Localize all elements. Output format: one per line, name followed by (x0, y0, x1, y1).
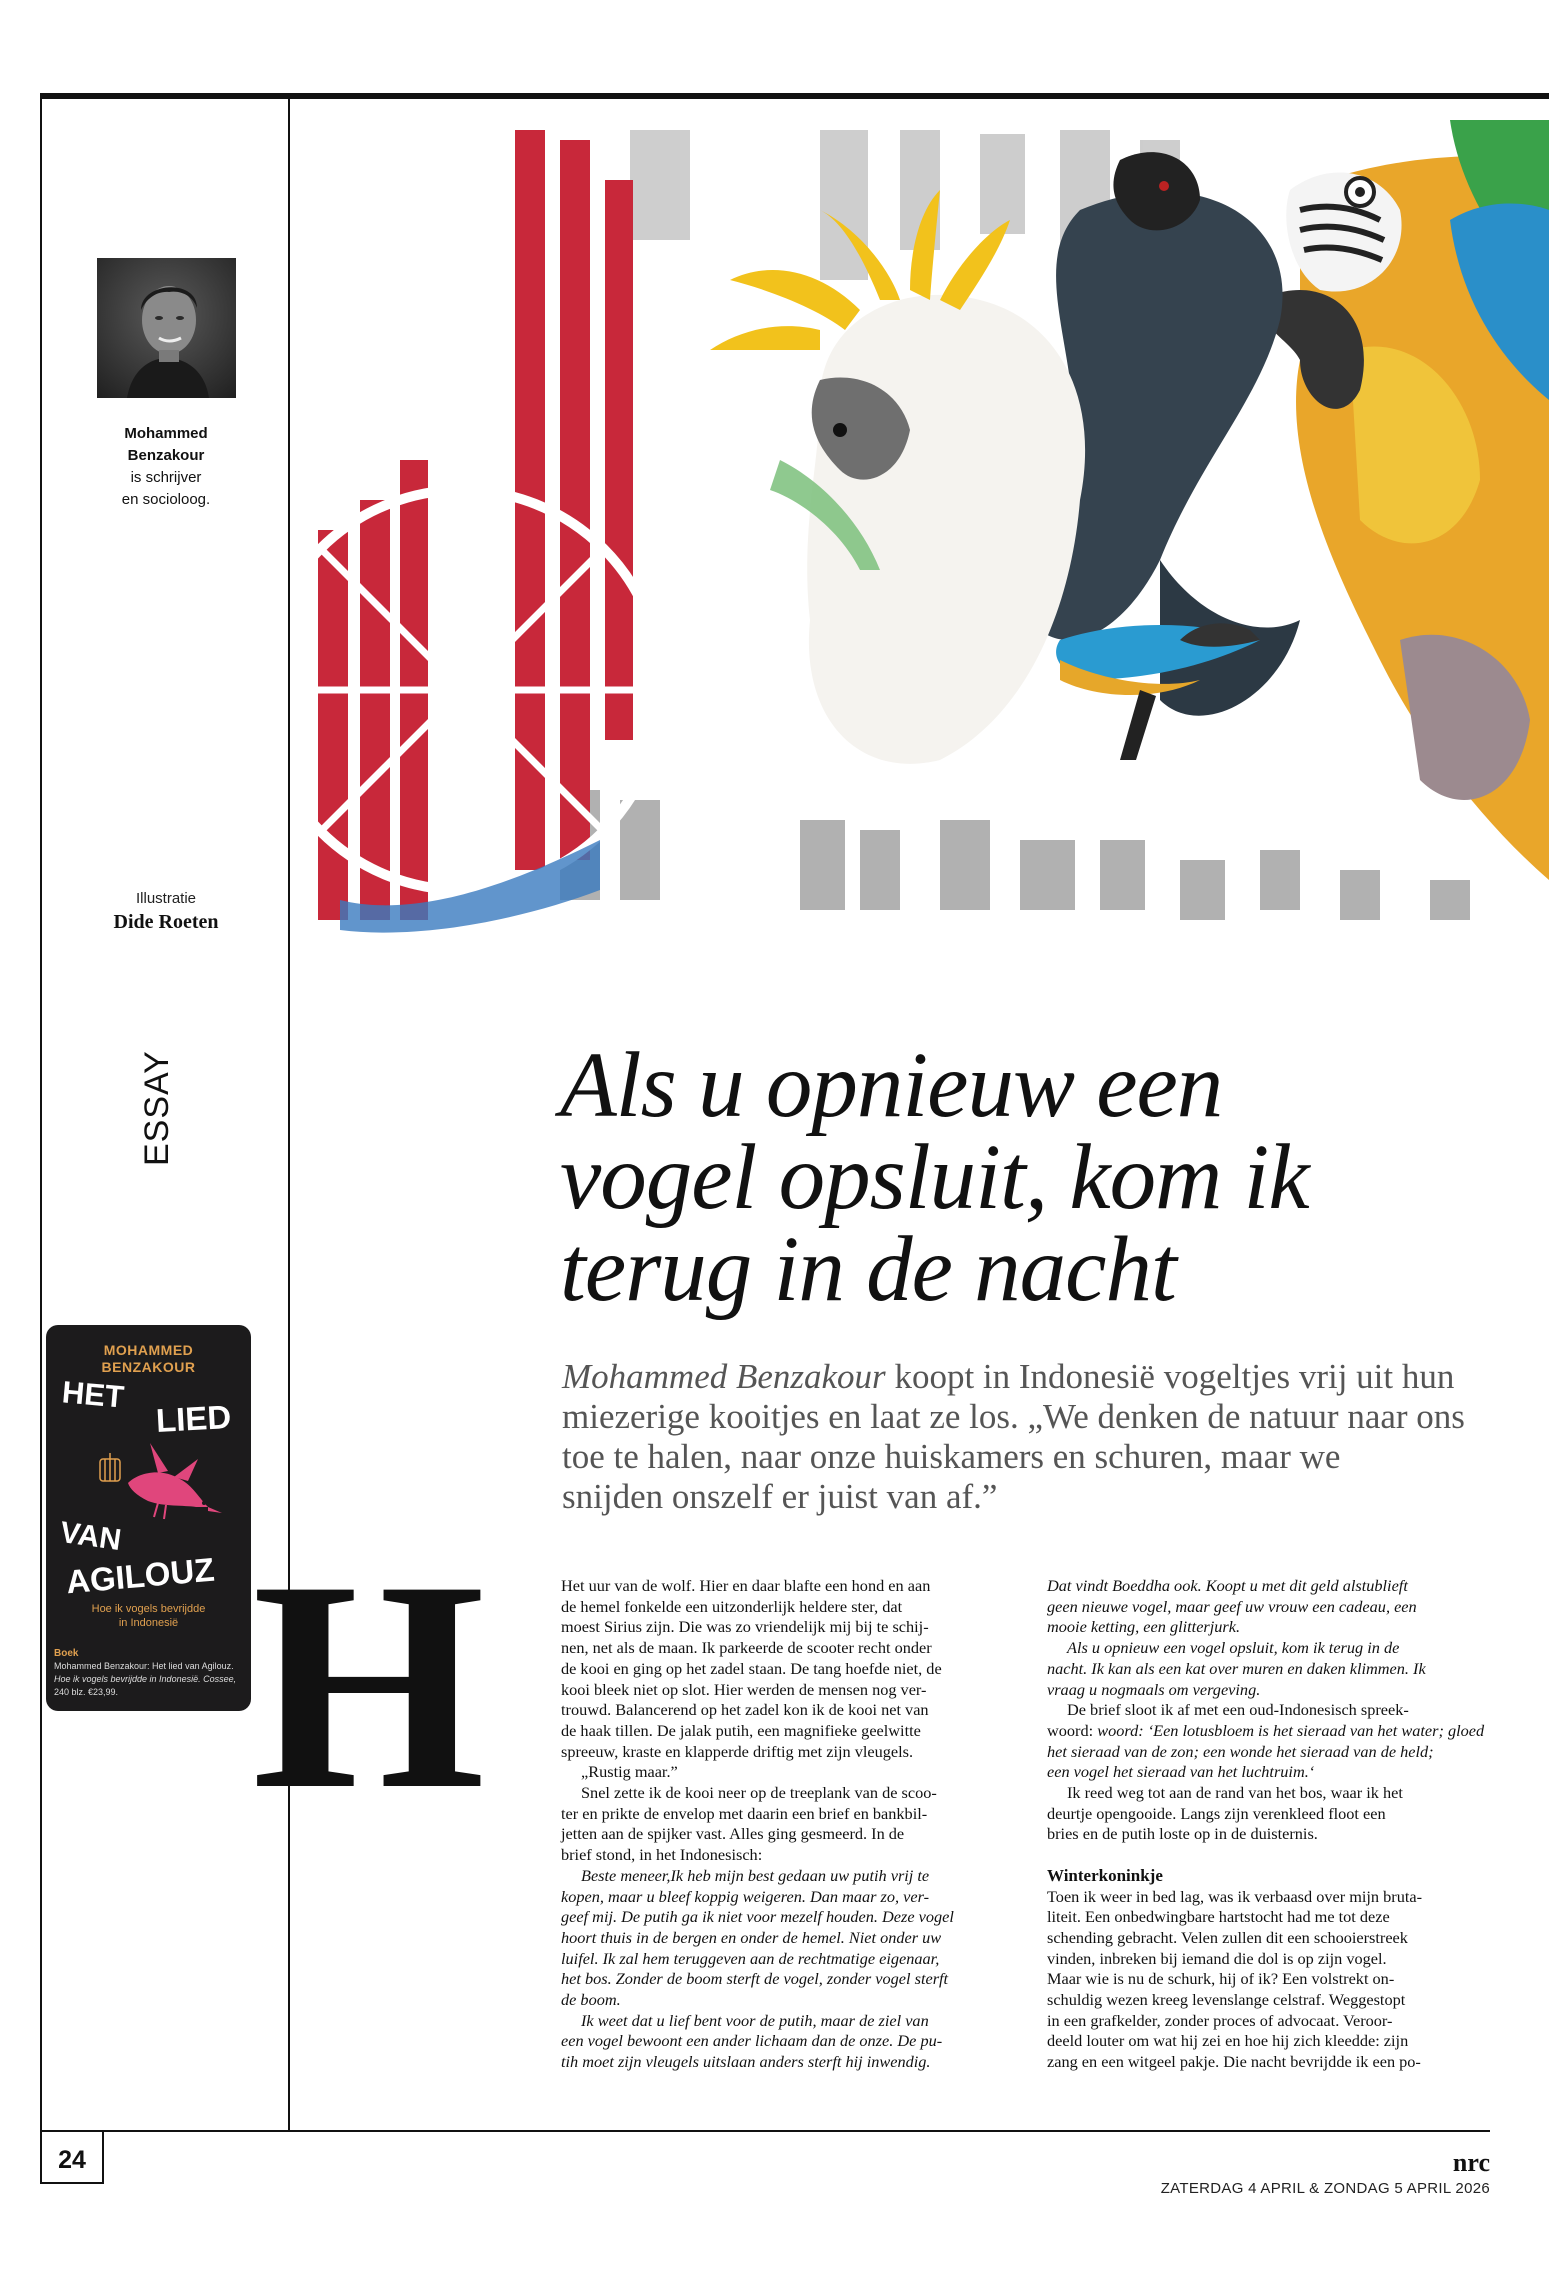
book-title-word: VAN (58, 1515, 124, 1558)
article-headline (560, 1034, 1460, 1321)
body-line: nacht. Ik kan als een kat over muren en daken klimmen. Ik (1047, 1658, 1426, 1678)
body-line: ter en prikte de envelop met daarin een brief en bankbil- (561, 1803, 928, 1823)
body-column-2 (1047, 1576, 1487, 2073)
book-meta-line: Hoe ik vogels bevrijdde in Indonesië. Cossee, (54, 1674, 237, 1684)
body-line: De brief sloot ik af met een oud-Indonesisch spreek- (1067, 1700, 1409, 1720)
body-line-part: woord: ‘Een lotusbloem is het sieraad van het water; gloed (1097, 1720, 1485, 1740)
author-name: Mohammed Benzakour (124, 425, 208, 464)
body-line: brief stond, in het Indonesisch: (561, 1845, 763, 1865)
body-line: trouwd. Balancerend op het zadel kon ik de kooi net van (561, 1700, 929, 1720)
body-line: Snel zette ik de kooi neer op de treeplank van de scoo- (581, 1783, 937, 1803)
page-number: 24 (58, 2146, 86, 2174)
body-line: Dat vindt Boeddha ook. Koopt u met dit geld alstublieft (1047, 1576, 1408, 1595)
lead-line-rest: koopt in Indonesië vogeltjes vrij uit hun (885, 1357, 1455, 1396)
book-title-word: LIED (155, 1398, 233, 1439)
body-line: geen nieuwe vogel, maar geef uw vrouw een cadeau, een (1047, 1596, 1417, 1616)
book-meta-line: 240 blz. €23,99. (54, 1687, 119, 1697)
dateline: ZATERDAG 4 APRIL & ZONDAG 5 APRIL 2026 (1160, 2180, 1490, 2197)
lead-line: toe te halen, naar onze huiskamers en schuren, maar we (562, 1437, 1341, 1476)
book-cover-subtitle-line: Hoe ik vogels bevrijdde (91, 1603, 206, 1615)
body-line: Ik reed weg tot aan de rand van het bos, waar ik het (1067, 1783, 1403, 1803)
body-line: het bos. Zonder de boom sterft de vogel, zonder vogel sterft (561, 1969, 949, 1989)
body-column-1 (561, 1576, 991, 2073)
lead-line (562, 1357, 1502, 1397)
book-card (46, 1325, 251, 1711)
book-meta-line: Mohammed Benzakour: Het lied van Agilouz. (54, 1661, 234, 1671)
drop-cap: H (252, 1519, 486, 1851)
body-line: mooie ketting, een glitterjurk. (1047, 1617, 1241, 1637)
body-spacer (1047, 1845, 1487, 1866)
body-line: het sieraad van de zon; een wonde het sieraad van de held; (1047, 1741, 1434, 1761)
book-cover-author (46, 1342, 251, 1376)
body-line: moest Sirius zijn. Die was zo vriendelijk mij bij te schij- (561, 1617, 929, 1637)
book-meta (54, 1647, 244, 1699)
nrc-logo: nrc (1452, 2148, 1490, 2177)
book-cover-subtitle (56, 1602, 241, 1630)
body-line: de boom. (561, 1990, 621, 2010)
body-line: vraag u nogmaals om vergeving. (1047, 1679, 1261, 1699)
left-margin-rule (40, 96, 42, 2148)
author-role-line: en socioloog. (121, 491, 211, 508)
article-lead (562, 1357, 1502, 1517)
body-line: schending gebracht. Velen zullen dit een schooierstreek (1047, 1927, 1408, 1947)
body-line: zang en een witgeel pakje. Die nacht bevrijdde ik een po- (1047, 2052, 1421, 2072)
body-line: hoort thuis in de bergen en onder de hemel. Niet onder uw (561, 1927, 942, 1947)
body-line: Als u opnieuw een vogel opsluit, kom ik terug in de (1067, 1638, 1400, 1658)
body-line: deurtje opengooide. Langs zijn verenkleed floot een (1047, 1803, 1386, 1823)
body-line: liteit. Een onbedwingbare hartstocht had me tot deze (1047, 1907, 1390, 1927)
body-line (1047, 1721, 1487, 1742)
body-line: luifel. Ik zal hem teruggeven aan de rechtmatige eigenaar, (561, 1948, 940, 1968)
headline-line: vogel opsluit, kom ik (560, 1126, 1309, 1229)
body-line: kopen, maar u bleef koppig weigeren. Dan maar zo, ver- (561, 1886, 930, 1906)
body-line: Het uur van de wolf. Hier en daar blafte een hond en aan (561, 1576, 931, 1595)
body-line: Ik weet dat u lief bent voor de putih, maar de ziel van (581, 2010, 929, 2030)
body-line-part: woord: (1047, 1720, 1098, 1740)
headline-line: Als u opnieuw een (560, 1034, 1223, 1137)
body-line: deeld louter om wat hij zei en hoe hij zich kleedde: zijn (1047, 2031, 1409, 2051)
body-line: jetten aan de spijker vast. Alles ging gesmeerd. In de (561, 1824, 905, 1844)
body-line: de hemel fonkelde een uitzonderlijk heldere ster, dat (561, 1596, 903, 1616)
body-line: in een grafkelder, zonder proces of advocaat. Veroor- (1047, 2010, 1393, 2030)
body-line: spreeuw, kraste en klapperde driftig met zijn vleugels. (561, 1741, 914, 1761)
book-title-word: AGILOUZ (64, 1550, 216, 1601)
author-portrait (97, 258, 236, 398)
body-line: vinden, inbreken bij iemand die dol is op zijn vogel. (1047, 1948, 1387, 1968)
lead-line: miezerige kooitjes en laat ze los. „We denken de natuur naar ons (562, 1397, 1465, 1436)
book-cover-author-line: MOHAMMED (103, 1342, 194, 1358)
body-line: „Rustig maar.” (581, 1762, 678, 1782)
top-rule (40, 93, 1549, 99)
body-subheading: Winterkoninkje (1047, 1865, 1163, 1885)
book-cover-subtitle-line: in Indonesië (118, 1617, 179, 1629)
illustrator-name: Dide Roeten (113, 911, 219, 933)
body-line: de kooi en ging op het zadel staan. De tang hoefde niet, de (561, 1658, 942, 1678)
author-caption (90, 423, 242, 511)
bird-cage-illustration (300, 100, 1549, 940)
body-line: tih moet zijn vleugels uitslaan anders sterft hij inwendig. (561, 2052, 931, 2072)
body-line: bries en de putih loste op in de duisternis. (1047, 1824, 1318, 1844)
body-line: geef mij. De putih ga ik niet voor mezelf houden. Deze vogel (561, 1907, 954, 1927)
lead-author: Mohammed Benzakour (562, 1357, 886, 1396)
body-line: een vogel het sieraad van het luchtruim.‘ (1047, 1762, 1315, 1782)
body-line: een vogel bewoont een ander lichaam dan de onze. De pu- (561, 2031, 943, 2051)
body-line: Maar wie is nu de schurk, hij of ik? Een volstrekt on- (1047, 1969, 1395, 1989)
author-role-line: is schrijver (130, 469, 202, 486)
body-line: de haak tillen. De jalak putih, een magnifieke geelwitte (561, 1720, 921, 1740)
body-line: schuldig wezen kreeg levenslange celstraf. Weggestopt (1047, 1990, 1406, 2010)
body-line: nen, net als de maan. Ik parkeerde de scooter recht onder (561, 1638, 932, 1658)
body-line: kooi bleek niet op slot. Hier werden de mensen nog ver- (561, 1679, 927, 1699)
headline-line: terug in de nacht (560, 1218, 1176, 1321)
book-title-word: HET (60, 1374, 126, 1415)
body-line: Beste meneer,Ik heb mijn best gedaan uw putih vrij te (581, 1865, 930, 1885)
body-line: Toen ik weer in bed lag, was ik verbaasd over mijn bruta- (1047, 1886, 1423, 1906)
book-label: Boek (54, 1648, 79, 1659)
section-label: ESSAY (138, 1050, 176, 1166)
book-cover-author-line: BENZAKOUR (101, 1359, 196, 1375)
lead-line: snijden onszelf er juist van af.” (562, 1477, 998, 1516)
illustration-label: Illustratie (135, 890, 197, 907)
footer-rule (40, 2130, 1490, 2132)
